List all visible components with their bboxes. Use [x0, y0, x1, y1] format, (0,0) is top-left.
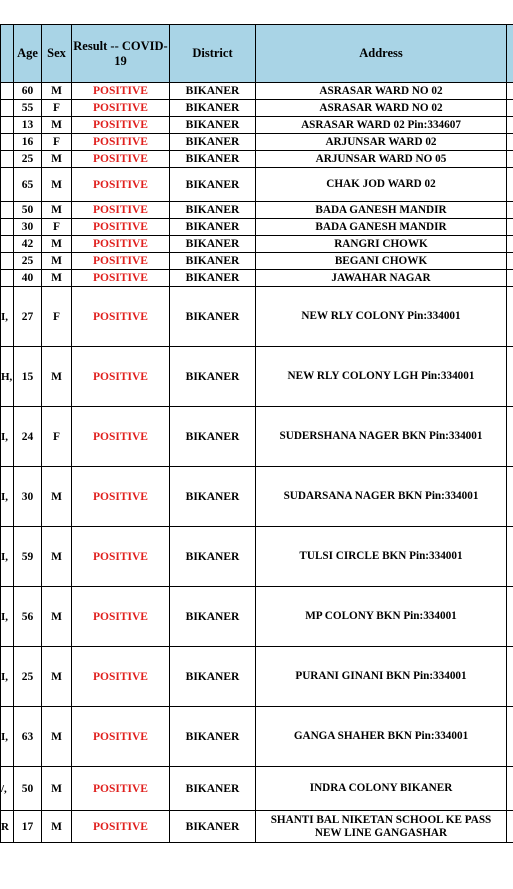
- district-cell: BIKANER: [170, 347, 256, 407]
- row-edge-cell: [1, 151, 14, 168]
- row-edge-cell: [1, 270, 14, 287]
- result-cell: POSITIVE: [72, 767, 170, 811]
- age-cell: 30: [14, 467, 42, 527]
- address-cell: ARJUNSAR WARD NO 05: [256, 151, 507, 168]
- sex-cell: M: [42, 767, 72, 811]
- address-cell: BADA GANESH MANDIR: [256, 219, 507, 236]
- age-cell: 25: [14, 647, 42, 707]
- table-row: [1, 287, 513, 347]
- address-cell: SUDARSANA NAGER BKN Pin:334001: [256, 467, 507, 527]
- row-edge-cell: I,: [1, 467, 14, 527]
- sex-cell: F: [42, 219, 72, 236]
- row-tail-cell: [507, 270, 513, 287]
- row-edge-cell: R: [1, 811, 14, 843]
- address-cell: RANGRI CHOWK: [256, 236, 507, 253]
- header-address: Address: [256, 25, 507, 83]
- result-cell: POSITIVE: [72, 100, 170, 117]
- address-cell: GANGA SHAHER BKN Pin:334001: [256, 707, 507, 767]
- table-row: [1, 647, 513, 707]
- row-tail-cell: [507, 527, 513, 587]
- result-cell: POSITIVE: [72, 467, 170, 527]
- district-cell: BIKANER: [170, 134, 256, 151]
- age-cell: 60: [14, 83, 42, 100]
- row-edge-cell: [1, 236, 14, 253]
- table-row: [1, 134, 513, 151]
- district-cell: BIKANER: [170, 767, 256, 811]
- sex-cell: M: [42, 347, 72, 407]
- sex-cell: F: [42, 100, 72, 117]
- address-cell: ASRASAR WARD 02 Pin:334607: [256, 117, 507, 134]
- header-result: Result -- COVID-19: [72, 25, 170, 83]
- table-row: [1, 117, 513, 134]
- table-row: [1, 467, 513, 527]
- district-cell: BIKANER: [170, 527, 256, 587]
- sex-cell: M: [42, 83, 72, 100]
- district-cell: BIKANER: [170, 83, 256, 100]
- age-cell: 30: [14, 219, 42, 236]
- row-edge-cell: [1, 100, 14, 117]
- table-row: [1, 202, 513, 219]
- age-cell: 15: [14, 347, 42, 407]
- table-row: [1, 407, 513, 467]
- row-edge-cell: I,: [1, 707, 14, 767]
- result-cell: POSITIVE: [72, 707, 170, 767]
- row-edge-cell: [1, 83, 14, 100]
- header-tail: [507, 25, 513, 83]
- age-cell: 25: [14, 253, 42, 270]
- header-district: District: [170, 25, 256, 83]
- row-tail-cell: [507, 467, 513, 527]
- age-cell: 63: [14, 707, 42, 767]
- sex-cell: M: [42, 647, 72, 707]
- district-cell: BIKANER: [170, 117, 256, 134]
- district-cell: BIKANER: [170, 811, 256, 843]
- result-cell: POSITIVE: [72, 202, 170, 219]
- address-cell: ASRASAR WARD NO 02: [256, 100, 507, 117]
- row-edge-cell: I,: [1, 527, 14, 587]
- table-row: [1, 587, 513, 647]
- sex-cell: M: [42, 270, 72, 287]
- row-edge-cell: I,: [1, 407, 14, 467]
- result-cell: POSITIVE: [72, 811, 170, 843]
- row-edge-cell: [1, 219, 14, 236]
- result-cell: POSITIVE: [72, 647, 170, 707]
- row-tail-cell: [507, 407, 513, 467]
- row-edge-cell: I,: [1, 287, 14, 347]
- district-cell: BIKANER: [170, 647, 256, 707]
- row-tail-cell: [507, 811, 513, 843]
- table-row: [1, 100, 513, 117]
- sex-cell: M: [42, 253, 72, 270]
- age-cell: 40: [14, 270, 42, 287]
- row-tail-cell: [507, 347, 513, 407]
- row-edge-cell: /,: [1, 767, 14, 811]
- row-tail-cell: [507, 151, 513, 168]
- age-cell: 17: [14, 811, 42, 843]
- age-cell: 25: [14, 151, 42, 168]
- district-cell: BIKANER: [170, 253, 256, 270]
- table-body: [1, 83, 513, 843]
- row-tail-cell: [507, 253, 513, 270]
- age-cell: 55: [14, 100, 42, 117]
- district-cell: BIKANER: [170, 467, 256, 527]
- result-cell: POSITIVE: [72, 219, 170, 236]
- row-edge-cell: [1, 253, 14, 270]
- age-cell: 50: [14, 767, 42, 811]
- sex-cell: M: [42, 467, 72, 527]
- row-tail-cell: [507, 767, 513, 811]
- address-cell: INDRA COLONY BIKANER: [256, 767, 507, 811]
- district-cell: BIKANER: [170, 202, 256, 219]
- row-edge-cell: [1, 168, 14, 202]
- address-cell: MP COLONY BKN Pin:334001: [256, 587, 507, 647]
- address-cell: ASRASAR WARD NO 02: [256, 83, 507, 100]
- district-cell: BIKANER: [170, 707, 256, 767]
- address-cell: CHAK JOD WARD 02: [256, 168, 507, 202]
- table-row: [1, 253, 513, 270]
- row-tail-cell: [507, 707, 513, 767]
- table-row: [1, 527, 513, 587]
- row-tail-cell: [507, 83, 513, 100]
- district-cell: BIKANER: [170, 270, 256, 287]
- address-cell: PURANI GINANI BKN Pin:334001: [256, 647, 507, 707]
- sex-cell: M: [42, 707, 72, 767]
- result-cell: POSITIVE: [72, 236, 170, 253]
- district-cell: BIKANER: [170, 151, 256, 168]
- table-row: [1, 347, 513, 407]
- address-cell: ARJUNSAR WARD 02: [256, 134, 507, 151]
- sex-cell: M: [42, 811, 72, 843]
- district-cell: BIKANER: [170, 407, 256, 467]
- row-edge-cell: I,: [1, 587, 14, 647]
- table-row: [1, 767, 513, 811]
- address-cell: NEW RLY COLONY LGH Pin:334001: [256, 347, 507, 407]
- row-tail-cell: [507, 134, 513, 151]
- header-sex: Sex: [42, 25, 72, 83]
- row-edge-cell: [1, 117, 14, 134]
- result-cell: POSITIVE: [72, 134, 170, 151]
- results-table: [0, 24, 513, 843]
- table-row: [1, 270, 513, 287]
- header-edge: [1, 25, 14, 83]
- address-cell: BEGANI CHOWK: [256, 253, 507, 270]
- sex-cell: M: [42, 527, 72, 587]
- age-cell: 27: [14, 287, 42, 347]
- sex-cell: F: [42, 287, 72, 347]
- district-cell: BIKANER: [170, 168, 256, 202]
- district-cell: BIKANER: [170, 236, 256, 253]
- table-row: [1, 151, 513, 168]
- result-cell: POSITIVE: [72, 287, 170, 347]
- address-cell: JAWAHAR NAGAR: [256, 270, 507, 287]
- row-tail-cell: [507, 100, 513, 117]
- district-cell: BIKANER: [170, 587, 256, 647]
- row-tail-cell: [507, 117, 513, 134]
- result-cell: POSITIVE: [72, 168, 170, 202]
- result-cell: POSITIVE: [72, 347, 170, 407]
- covid-results-sheet: [0, 24, 513, 843]
- age-cell: 24: [14, 407, 42, 467]
- age-cell: 59: [14, 527, 42, 587]
- sex-cell: M: [42, 151, 72, 168]
- age-cell: 50: [14, 202, 42, 219]
- address-cell: SHANTI BAL NIKETAN SCHOOL KE PASS NEW LINE GANGASHAR: [256, 811, 507, 843]
- age-cell: 56: [14, 587, 42, 647]
- age-cell: 16: [14, 134, 42, 151]
- row-edge-cell: [1, 134, 14, 151]
- table-row: [1, 707, 513, 767]
- address-cell: NEW RLY COLONY Pin:334001: [256, 287, 507, 347]
- sex-cell: M: [42, 168, 72, 202]
- row-edge-cell: H,: [1, 347, 14, 407]
- result-cell: POSITIVE: [72, 407, 170, 467]
- row-edge-cell: I,: [1, 647, 14, 707]
- row-tail-cell: [507, 287, 513, 347]
- address-cell: TULSI CIRCLE BKN Pin:334001: [256, 527, 507, 587]
- row-edge-cell: [1, 202, 14, 219]
- sex-cell: M: [42, 587, 72, 647]
- district-cell: BIKANER: [170, 100, 256, 117]
- age-cell: 13: [14, 117, 42, 134]
- row-tail-cell: [507, 236, 513, 253]
- age-cell: 65: [14, 168, 42, 202]
- address-cell: SUDERSHANA NAGER BKN Pin:334001: [256, 407, 507, 467]
- table-row: [1, 236, 513, 253]
- table-row: [1, 83, 513, 100]
- district-cell: BIKANER: [170, 219, 256, 236]
- table-row: [1, 219, 513, 236]
- result-cell: POSITIVE: [72, 527, 170, 587]
- table-row: [1, 168, 513, 202]
- row-tail-cell: [507, 587, 513, 647]
- header-age: Age: [14, 25, 42, 83]
- sex-cell: M: [42, 202, 72, 219]
- table-row: [1, 811, 513, 843]
- age-cell: 42: [14, 236, 42, 253]
- row-tail-cell: [507, 168, 513, 202]
- header-row: [1, 25, 513, 83]
- row-tail-cell: [507, 219, 513, 236]
- result-cell: POSITIVE: [72, 83, 170, 100]
- row-tail-cell: [507, 202, 513, 219]
- result-cell: POSITIVE: [72, 151, 170, 168]
- sex-cell: M: [42, 236, 72, 253]
- result-cell: POSITIVE: [72, 587, 170, 647]
- row-tail-cell: [507, 647, 513, 707]
- sex-cell: F: [42, 134, 72, 151]
- district-cell: BIKANER: [170, 287, 256, 347]
- result-cell: POSITIVE: [72, 270, 170, 287]
- sex-cell: M: [42, 117, 72, 134]
- sex-cell: F: [42, 407, 72, 467]
- result-cell: POSITIVE: [72, 253, 170, 270]
- result-cell: POSITIVE: [72, 117, 170, 134]
- address-cell: BADA GANESH MANDIR: [256, 202, 507, 219]
